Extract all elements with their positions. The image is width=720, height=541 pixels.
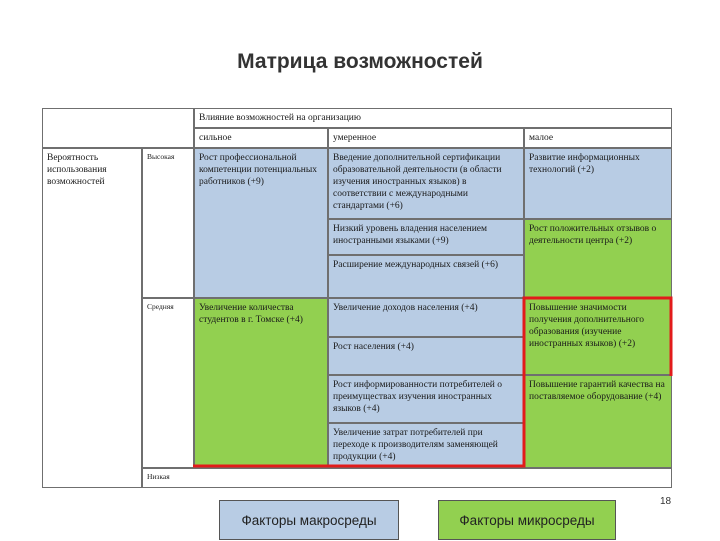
col-header-small: малое <box>524 128 672 148</box>
cell-medium-moderate-3: Рост информированности потребителей о преимуществах изучения иностранных языков (+4) <box>328 375 524 423</box>
cell-medium-small-1: Повышение значимости получения дополнительного образования (изучение иностранных языков) (+2) <box>524 298 672 375</box>
probability-label: Вероятность использования возможностей <box>42 148 142 488</box>
cell-medium-moderate-4: Увеличение затрат потребителей при переходе к производителям заменяющей продукции (+4) <box>328 423 524 468</box>
col-header-strong: сильное <box>194 128 328 148</box>
macro-factors-button[interactable]: Факторы макросреды <box>219 500 399 540</box>
cell-high-strong: Рост профессиональной компетенции потенциальных работников (+9) <box>194 148 328 298</box>
row-label-medium: Средняя <box>142 298 194 468</box>
cell-medium-moderate-1: Увеличение доходов населения (+4) <box>328 298 524 337</box>
cell-medium-small-2: Повышение гарантий качества на поставляемое оборудование (+4) <box>524 375 672 468</box>
cell-high-small-1: Развитие информационных технологий (+2) <box>524 148 672 219</box>
page-title: Матрица возможностей <box>237 50 483 73</box>
cell-high-moderate: Введение дополнительной сертификации образовательной деятельности (в области изучения иностранных языков) в соответствии с международными стандартами (+6) <box>328 148 524 219</box>
micro-factors-button[interactable]: Факторы микросреды <box>438 500 616 540</box>
cell-medium-strong: Увеличение количества студентов в г. Томске (+4) <box>194 298 328 468</box>
page-number: 18 <box>660 496 672 507</box>
row-label-low: Низкая <box>142 468 672 488</box>
row-label-high: Высокая <box>142 148 194 298</box>
influence-header: Влияние возможностей на организацию <box>194 108 672 128</box>
cell-high-moderate-2: Низкий уровень владения населением иностранными языками (+9) <box>328 219 524 255</box>
cell-high-small-2: Рост положительных отзывов о деятельности центра (+2) <box>524 219 672 298</box>
col-header-moderate: умеренное <box>328 128 524 148</box>
cell-medium-moderate-2: Рост населения (+4) <box>328 337 524 375</box>
cell-high-moderate-3: Расширение международных связей (+6) <box>328 255 524 298</box>
